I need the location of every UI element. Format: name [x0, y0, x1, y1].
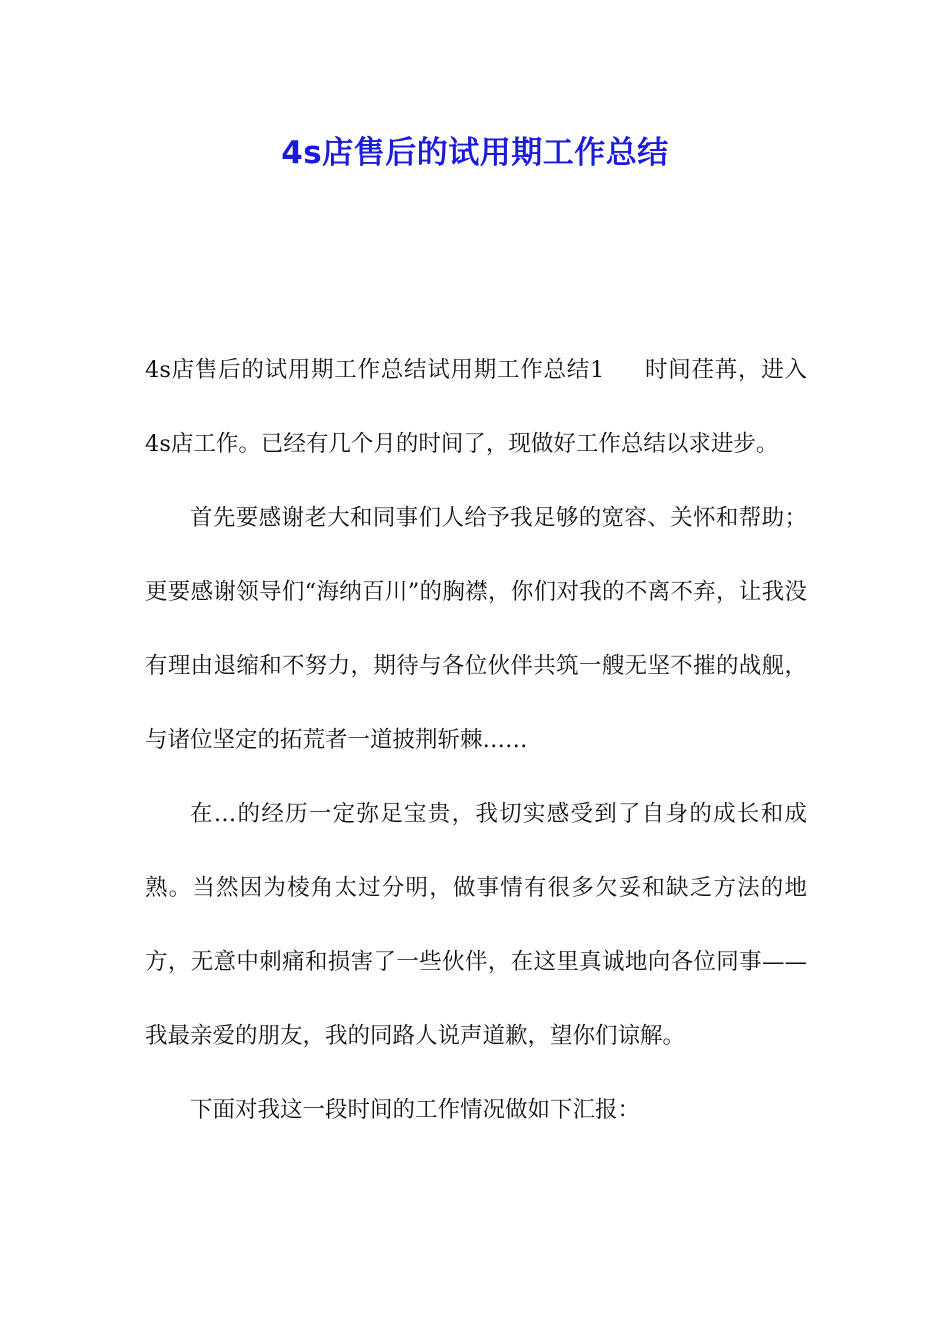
paragraph-thanks: 首先要感谢老大和同事们人给予我足够的宽容、关怀和帮助；更要感谢领导们“海纳百川”的胸襟，你们对我的不离不弃，让我没有理由退缩和不努力，期待与各位伙伴共筑一艘无坚不摧的战舰，与诸位坚定的拓荒者一道披荆斩棘…… [145, 505, 807, 753]
document-body [145, 333, 807, 1147]
intro-heading: 4s店售后的试用期工作总结试用期工作总结1 [145, 357, 605, 383]
paragraph-report-intro: 下面对我这一段时间的工作情况做如下汇报： [190, 1097, 641, 1123]
document-title: 4s店售后的试用期工作总结 [281, 135, 669, 171]
paragraph-experience: 在…的经历一定弥足宝贵，我切实感受到了自身的成长和成熟。当然因为棱角太过分明，做事情有很多欠妥和缺乏方法的地方，无意中刺痛和损害了一些伙伴，在这里真诚地向各位同事——我最亲爱的朋友，我的同路人说声道歉，望你们谅解。 [145, 801, 807, 1049]
intro-paragraph [145, 333, 807, 481]
intro-text: 时间荏苒，进入4s店工作。已经有几个月的时间了，现做好工作总结以求进步。 [145, 357, 807, 457]
